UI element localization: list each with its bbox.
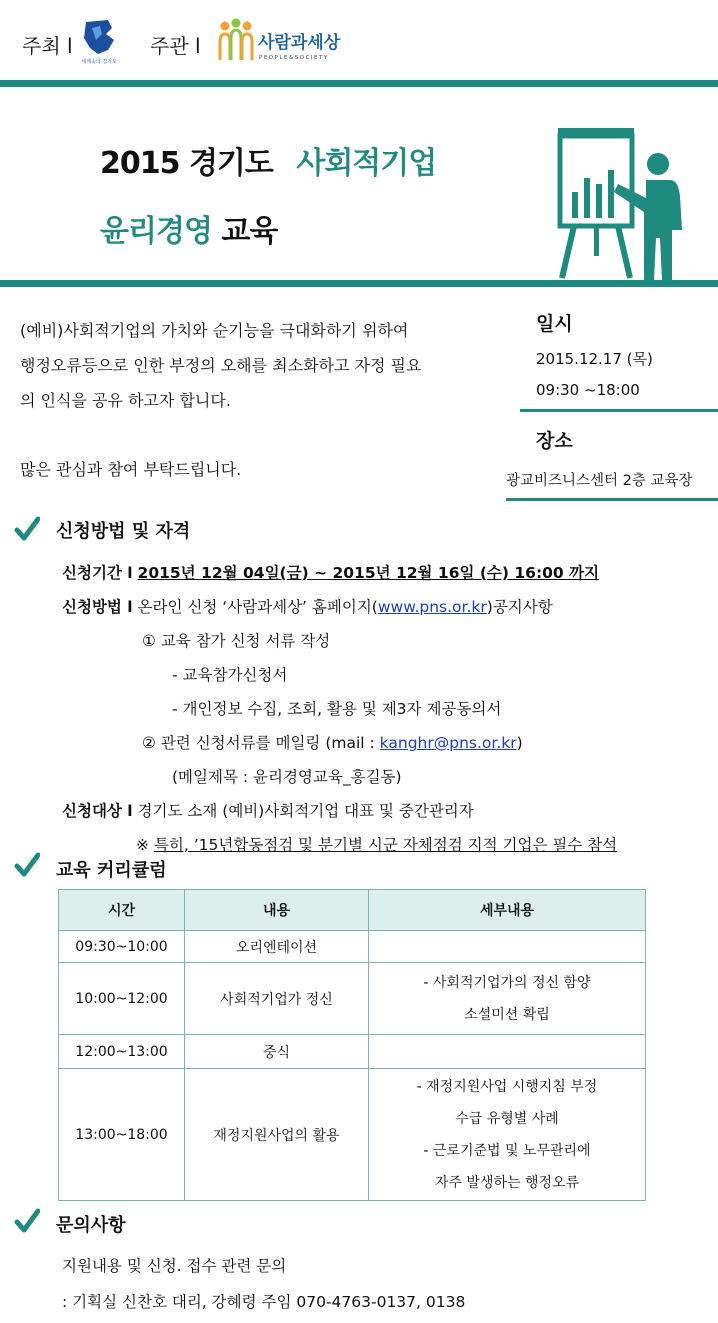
detail-line: 소셜미션 확립 [464,1006,550,1023]
place-label: 장소 [536,430,573,452]
cell-content: 재정지원사업의 활용 [185,1069,369,1201]
title-divider [0,280,718,287]
col-header-content: 내용 [185,890,369,931]
cell-details [369,1069,646,1201]
cell-content: 오리엔테이션 [185,931,369,963]
title-year: 2015 경기도 [100,146,273,181]
period-label: 신청기간 l [62,564,133,582]
intro-line: 많은 관심과 참여 부탁드립니다. [20,460,242,479]
table-row [59,1069,646,1201]
people-society-logo [216,16,346,66]
date-label: 일시 [536,313,573,335]
step1-item: - 개인정보 수집, 조회, 활용 및 제3자 제공동의서 [172,700,502,718]
cell-time: 10:00~12:00 [59,963,185,1035]
event-time: 09:30 ~18:00 [536,381,640,399]
contact-line: : 기획실 신찬호 대리, 강혜령 주임 070-4763-0137, 0138 [62,1293,466,1311]
cell-details [369,963,646,1035]
apply-period: 2015년 12월 04일(금) ~ 2015년 12월 16일 (수) 16:00 까지 [137,564,600,582]
top-divider [0,80,718,87]
presenter-chart-icon [554,126,694,282]
homepage-link[interactable]: www.pns.or.kr [377,598,487,616]
contact-info [62,1248,465,1320]
page-title-line2 [100,206,277,250]
intro-line: 행정오류등으로 인한 부정의 오해를 최소화하고 자정 필요 [20,356,422,375]
check-icon [14,1208,40,1238]
page-title-line1 [100,138,436,182]
detail-line: - 사회적기업가의 정신 함양 [423,974,591,991]
ps-logo-sub: PEOPLE&SOCIETY [259,55,329,61]
contact-section-title: 문의사항 [56,1215,126,1236]
info-column [506,305,718,501]
host-label: 주최 l [22,34,73,58]
step1: ① 교육 참가 신청 서류 작성 [142,632,331,650]
info-divider [520,409,718,412]
title-rest: 교육 [221,214,278,249]
method-text: 온라인 신청 ‘사람과세상’ 홈페이지( [137,598,378,616]
ps-logo-name: 사람과세상 [258,33,341,53]
cell-content: 사회적기업가 정신 [185,963,369,1035]
target-label: 신청대상 l [62,802,133,820]
cell-details [369,1035,646,1069]
detail-line: - 재정지원사업 시행지침 부정 [416,1078,598,1095]
method-text-post: )공지사항 [486,598,553,616]
contact-line: 지원내용 및 신청. 접수 관련 문의 [62,1257,287,1275]
mail-subject: (메일제목 : 윤리경영교육_홍길동) [172,768,402,786]
detail-line: 자주 발생하는 행정오류 [434,1174,580,1191]
intro-text [20,313,490,487]
intro-line: (예비)사회적기업의 가치와 순기능을 극대화하기 위하여 [20,321,409,340]
col-header-details: 세부내용 [369,890,646,931]
apply-note: 특히, ’15년합동점검 및 분기별 시군 자체점검 지적 기업은 필수 참석 [153,836,618,854]
step2: ② 관련 신청서류를 메일링 (mail : [142,734,380,752]
title-highlight2: 윤리경영 [100,214,212,249]
step2-post: ) [516,734,523,752]
check-icon [14,516,40,546]
event-date: 2015.12.17 (목) [536,350,653,368]
cell-time: 13:00~18:00 [59,1069,185,1201]
cell-details [369,931,646,963]
curriculum-table [58,889,646,1201]
info-divider [506,498,718,501]
title-highlight1: 사회적기업 [296,146,437,181]
method-label: 신청방법 l [62,598,133,616]
apply-target: 경기도 소재 (예비)사회적기업 대표 및 중간관리자 [137,802,474,820]
table-row [59,1035,646,1069]
note-mark: ※ [136,836,149,854]
organizer-label: 주관 l [150,34,201,58]
table-row [59,963,646,1035]
curriculum-section-title: 교육 커리큘럼 [56,860,167,881]
cell-content: 중식 [185,1035,369,1069]
apply-details [62,556,712,862]
gg-logo-text: 세계속의 경기도 [81,59,117,65]
detail-line: 수급 유형별 사례 [455,1110,559,1127]
email-link[interactable]: kanghr@pns.or.kr [379,734,517,752]
apply-section-title: 신청방법 및 자격 [56,521,191,542]
col-header-time: 시간 [59,890,185,931]
step1-item: - 교육참가신청서 [172,666,288,684]
cell-time: 12:00~13:00 [59,1035,185,1069]
detail-line: - 근로기준법 및 노무관리에 [423,1142,591,1159]
check-icon [14,852,40,882]
table-header-row [59,890,646,931]
intro-line: 의 인식을 공유 하고자 합니다. [20,391,231,410]
event-place: 광교비즈니스센터 2층 교육장 [506,473,693,489]
cell-time: 09:30~10:00 [59,931,185,963]
table-row [59,931,646,963]
gyeonggi-logo [78,18,120,70]
